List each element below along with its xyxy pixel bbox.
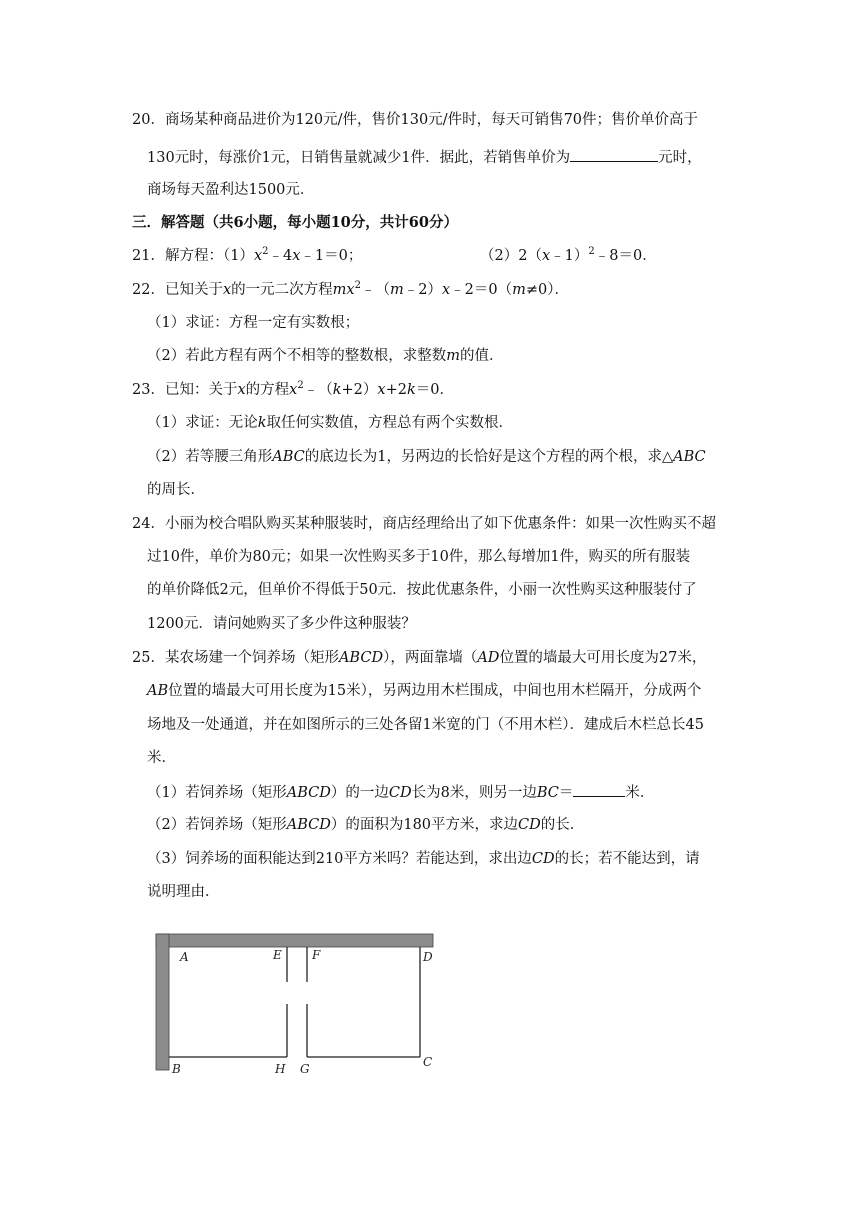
q21-text: ﹣8＝0． bbox=[594, 248, 657, 264]
q20-text-1: 商场某种商品进价为120元/件，售价130元/件时，每天可销售70件；售价单价高于 bbox=[164, 112, 699, 128]
q25-line-2 bbox=[147, 681, 701, 701]
q25-text: 长为8米，则另一边 bbox=[411, 785, 537, 801]
var: x bbox=[441, 282, 451, 298]
exponent: 2 bbox=[354, 280, 361, 292]
farm-figure bbox=[150, 930, 440, 1080]
label-f: F bbox=[312, 948, 321, 962]
exponent: 2 bbox=[588, 246, 595, 258]
q23-text: 的方程 bbox=[245, 382, 290, 398]
question-number: 23． bbox=[132, 382, 165, 398]
q23-text: （2）若等腰三角形 bbox=[147, 449, 273, 465]
var: BC bbox=[536, 785, 559, 801]
q25-sub-2 bbox=[147, 815, 584, 835]
q25-text: 某农场建一个饲养场（矩形 bbox=[164, 650, 339, 666]
q23-line-1 bbox=[132, 380, 454, 400]
answer-blank[interactable] bbox=[570, 147, 658, 162]
q21-part-2 bbox=[480, 246, 657, 266]
q23-text: ＝0． bbox=[415, 382, 454, 398]
var: x bbox=[292, 248, 301, 264]
q22-text: （2）若此方程有两个不相等的整数根，求整数 bbox=[147, 348, 447, 364]
q20-text-3: 商场每天盈利达1500元． bbox=[147, 182, 315, 198]
left-wall bbox=[156, 934, 169, 1070]
var: k bbox=[257, 415, 267, 431]
label-g: G bbox=[300, 1062, 310, 1076]
var: k bbox=[332, 382, 342, 398]
q22-line-1 bbox=[132, 280, 569, 300]
q23-text: +2） bbox=[341, 382, 378, 398]
q20-line-3 bbox=[147, 180, 314, 200]
q25-sub-1 bbox=[147, 782, 654, 803]
q23-sub-1 bbox=[147, 413, 513, 433]
var: m bbox=[389, 282, 404, 298]
top-wall bbox=[156, 934, 433, 947]
label-d: D bbox=[423, 950, 433, 964]
q25-text: ＝ bbox=[558, 785, 574, 801]
q23-text: +2 bbox=[385, 382, 407, 398]
q22-text: 的一元二次方程 bbox=[231, 282, 333, 298]
q24-line-3: 的单价降低2元，但单价不得低于50元．按此优惠条件，小丽一次性购买这种服装付了 bbox=[147, 582, 697, 598]
q25-text: （1）若饲养场（矩形 bbox=[147, 785, 287, 801]
var: x bbox=[253, 248, 263, 264]
q22-sub-2 bbox=[147, 346, 503, 366]
q24-line-4: 1200元．请问她购买了多少件这种服装？ bbox=[147, 616, 416, 632]
exponent: 2 bbox=[297, 380, 304, 392]
answer-blank[interactable] bbox=[573, 782, 625, 797]
q25-text: ）的一边 bbox=[330, 785, 389, 801]
question-number: 22． bbox=[132, 282, 165, 298]
q25-text: （2）若饲养场（矩形 bbox=[147, 817, 287, 833]
q25-text: 位置的墙最大可用长度为27米， bbox=[499, 650, 707, 666]
q24-text: 小丽为校合唱队购买某种服装时，商店经理给出了如下优惠条件：如果一次性购买不超 bbox=[164, 516, 716, 532]
q20-text-2: 130元时，每涨价1元，日销售量就减少1件．据此，若销售单价为 bbox=[147, 150, 571, 166]
label-b: B bbox=[172, 1062, 181, 1076]
var: CD bbox=[531, 851, 555, 867]
q22-text: ﹣2） bbox=[403, 282, 442, 298]
q25-text: 位置的墙最大可用长度为15米），另两边用木栏围成，中间也用木栏隔开，分成两个 bbox=[168, 683, 702, 699]
question-number: 21． bbox=[132, 248, 165, 264]
q25-line-4: 米． bbox=[147, 750, 176, 766]
var: x bbox=[541, 248, 551, 264]
q25-text: 米． bbox=[625, 785, 655, 801]
q23-sub-2-cont: 的周长． bbox=[147, 482, 205, 498]
exponent: 2 bbox=[262, 246, 269, 258]
var: m bbox=[512, 282, 526, 298]
var: ABC bbox=[272, 449, 305, 465]
q20-line-2 bbox=[147, 147, 702, 168]
var: x bbox=[289, 382, 298, 398]
q25-text: 的长． bbox=[540, 817, 585, 833]
q21-text: （2）2（ bbox=[480, 248, 542, 264]
q25-text: 的长；若不能达到，请 bbox=[554, 851, 700, 867]
var: AD bbox=[477, 650, 500, 666]
q23-text: ﹣（ bbox=[303, 382, 333, 398]
question-number: 24． bbox=[132, 516, 165, 532]
q25-text: （3）饲养场的面积能达到210平方米吗？若能达到，求出边 bbox=[147, 851, 532, 867]
var: AB bbox=[147, 683, 169, 699]
q23-text: （1）求证：无论 bbox=[147, 415, 258, 431]
q20-line-1 bbox=[132, 110, 698, 130]
var: m bbox=[446, 348, 460, 364]
label-e: E bbox=[273, 948, 282, 962]
var: x bbox=[222, 282, 232, 298]
var: CD bbox=[388, 785, 412, 801]
q22-sub-1: （1）求证：方程一定有实数根； bbox=[147, 315, 360, 331]
q25-sub-3 bbox=[147, 849, 700, 869]
label-h: H bbox=[275, 1062, 286, 1076]
q22-text: ﹣2＝0（ bbox=[450, 282, 513, 298]
q25-sub-3-cont: 说明理由． bbox=[147, 884, 220, 900]
q22-text: ≠0）． bbox=[525, 282, 569, 298]
q23-sub-2 bbox=[147, 447, 706, 467]
q23-text: 已知：关于 bbox=[164, 382, 238, 398]
q25-line-1 bbox=[132, 648, 706, 668]
var: k bbox=[406, 382, 416, 398]
q25-line-3: 场地及一处通道，并在如图所示的三处各留1米宽的门（不用木栏）．建成后木栏总长45 bbox=[147, 717, 704, 733]
q24-line-2: 过10件，单价为80元；如果一次性购买多于10件，那么每增加1件，购买的所有服装 bbox=[147, 549, 691, 565]
q25-text: ）的面积为180平方米，求边 bbox=[330, 817, 519, 833]
var: ABCD bbox=[286, 785, 331, 801]
var: x bbox=[377, 382, 386, 398]
q25-text: ），两面靠墙（ bbox=[383, 650, 478, 666]
label-c: C bbox=[423, 1055, 433, 1069]
label-a: A bbox=[180, 950, 189, 964]
var: CD bbox=[518, 817, 541, 833]
var: ABCD bbox=[338, 650, 384, 666]
q22-text: ﹣（ bbox=[360, 282, 390, 298]
var: x bbox=[237, 382, 246, 398]
question-number: 20． bbox=[132, 112, 165, 128]
q22-text: 已知关于 bbox=[164, 282, 223, 298]
q23-text: 取任何实数值，方程总有两个实数根． bbox=[266, 415, 514, 431]
q21-line bbox=[132, 246, 362, 266]
q22-text: 的值． bbox=[459, 348, 504, 364]
q21-text: ﹣4 bbox=[268, 248, 293, 264]
var: ABCD bbox=[286, 817, 331, 833]
q23-text: 的底边长为1，另两边的长恰好是这个方程的两个根，求△ bbox=[304, 449, 674, 465]
section-heading: 三．解答题（共6小题，每小题10分，共计60分） bbox=[132, 214, 458, 231]
q24-line-1 bbox=[132, 514, 716, 534]
var: ABC bbox=[673, 449, 706, 465]
var: mx bbox=[332, 282, 355, 298]
q21-text: ﹣1） bbox=[550, 248, 589, 264]
q21-text: 解方程：（1） bbox=[164, 248, 254, 264]
q20-text-2b: 元时， bbox=[658, 150, 702, 166]
q21-text: ﹣1＝0； bbox=[300, 248, 363, 264]
question-number: 25． bbox=[132, 650, 165, 666]
